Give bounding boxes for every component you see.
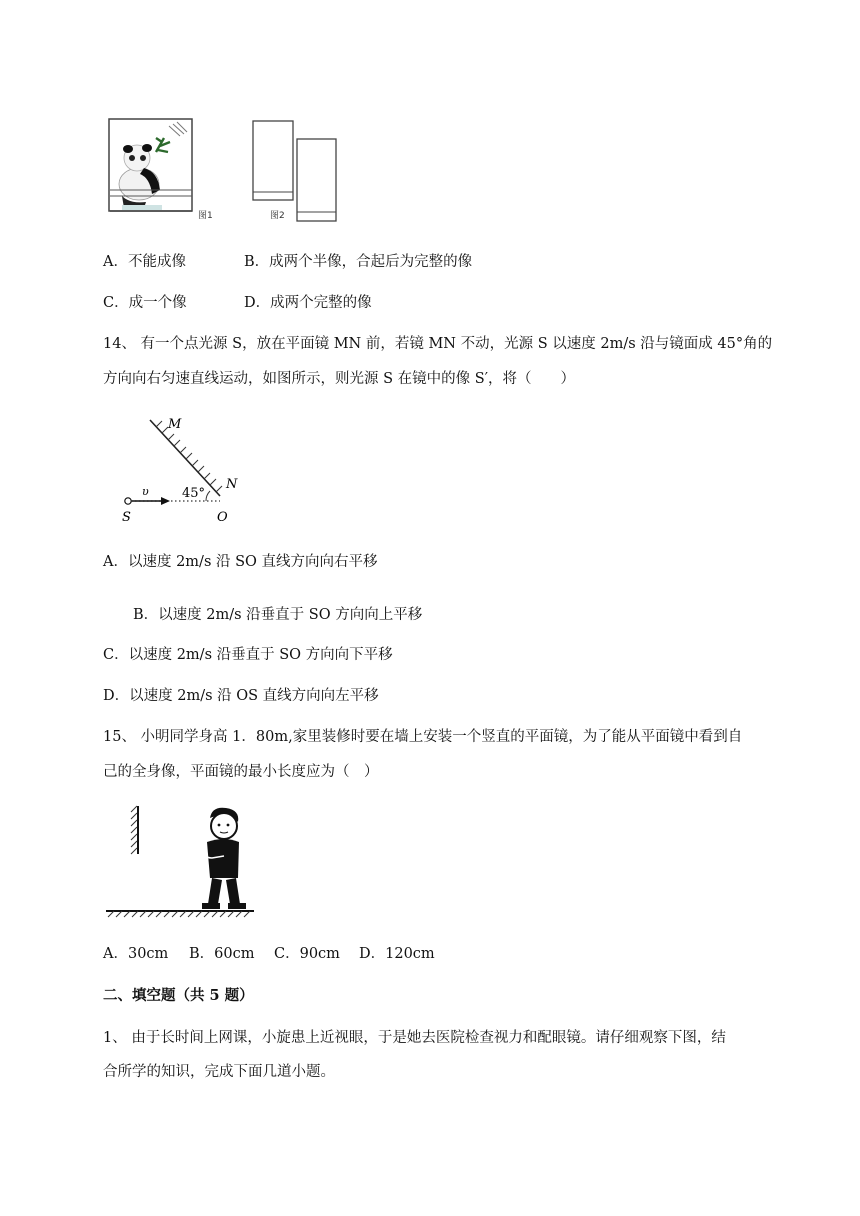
q14-mirror-diagram xyxy=(112,408,252,526)
q14-text-line-1: 14、 有一个点光源 S，放在平面镜 MN 前，若镜 MN 不动，光源 S 以速度 2m/s 沿与镜面成 45°角的 xyxy=(103,336,773,352)
label-o: O xyxy=(217,510,228,525)
fill-q1-text-line-1: 1、 由于长时间上网课，小旋患上近视眼，于是她去医院检查视力和配眼镜。请仔细观察下图，结 xyxy=(103,1030,726,1046)
label-n: N xyxy=(226,477,238,492)
fill-q1-text-line-2: 合所学的知识，完成下面几道小题。 xyxy=(103,1064,335,1080)
q15-text-line-2: 己的全身像，平面镜的最小长度应为（ ） xyxy=(103,764,379,780)
q15-option-c: C．90cm xyxy=(274,946,340,962)
mirror-figures xyxy=(100,112,350,224)
q13-option-d: D．成两个完整的像 xyxy=(244,295,372,311)
label-m: M xyxy=(168,417,182,432)
q14-option-b: B．以速度 2m/s 沿垂直于 SO 方向向上平移 xyxy=(133,607,423,623)
person-figure xyxy=(202,808,246,909)
q13-option-b: B．成两个半像，合起后为完整的像 xyxy=(244,254,473,270)
velocity-arrow-icon xyxy=(161,497,170,505)
q15-option-a: A．30cm xyxy=(103,946,169,962)
angle-label: 45° xyxy=(182,486,206,501)
q13-option-a: A．不能成像 xyxy=(103,254,186,270)
q14-option-d: D．以速度 2m/s 沿 OS 直线方向向左平移 xyxy=(103,688,379,704)
mirror-mn-line xyxy=(150,420,220,496)
section-2-heading: 二、填空题（共 5 题） xyxy=(103,987,254,1004)
figure-2-label: 图2 xyxy=(270,211,285,221)
q13-option-c: C．成一个像 xyxy=(103,295,187,311)
figure-1-panda-mirror xyxy=(109,119,213,221)
figure-1-label: 图1 xyxy=(198,211,213,221)
q14-option-c: C．以速度 2m/s 沿垂直于 SO 方向向下平移 xyxy=(103,647,393,663)
q15-text-line-1: 15、 小明同学身高 1．80m,家里装修时要在墙上安装一个竖直的平面镜，为了能从平面镜中看到自 xyxy=(103,729,743,745)
label-s: S xyxy=(122,510,131,525)
light-source-point xyxy=(125,498,131,504)
q15-option-b: B．60cm xyxy=(189,946,255,962)
q14-text-line-2: 方向向右匀速直线运动，如图所示，则光源 S 在镜中的像 S′，将（ ） xyxy=(103,371,575,387)
q15-option-d: D．120cm xyxy=(359,946,435,962)
label-v: υ xyxy=(142,485,149,498)
q15-person-mirror-diagram xyxy=(102,800,260,924)
q14-option-a: A．以速度 2m/s 沿 SO 直线方向向右平移 xyxy=(103,554,378,570)
figure-2-split-mirror xyxy=(253,121,336,221)
